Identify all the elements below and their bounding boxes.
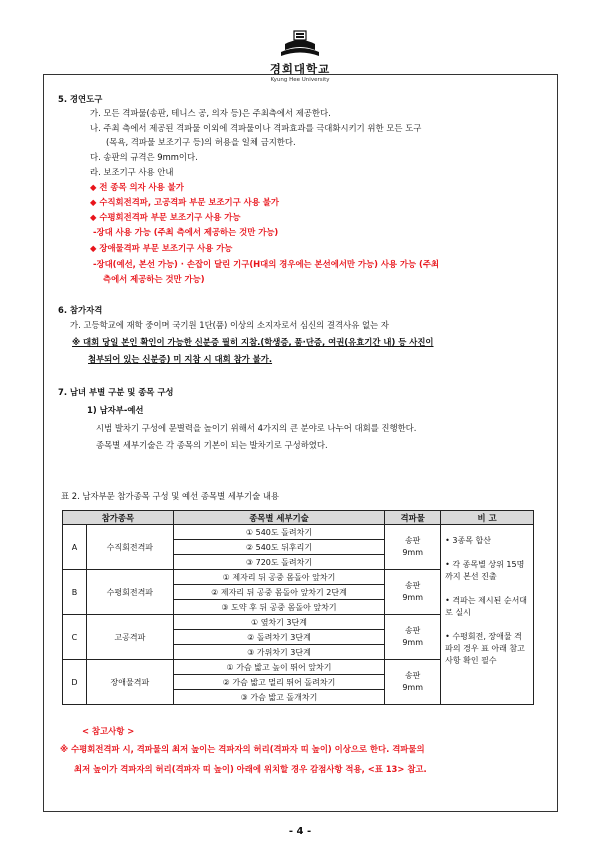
section6-item-ga: 가. 고등학교에 재학 중이며 국기원 1단(품) 이상의 소지자로서 심신의 결격사유 없는 자 bbox=[70, 320, 389, 330]
section5-item-ra: 라. 보조기구 사용 안내 bbox=[90, 167, 174, 177]
section7-paragraph-1: 시범 발차기 구성에 문별력을 높이기 위해서 4가지의 큰 분야로 나누어 대회를 진행한다. bbox=[96, 423, 417, 433]
header-material: 격파물 bbox=[385, 511, 441, 525]
university-emblem-icon bbox=[277, 30, 323, 60]
aid-rule-4-detail-line2: 측에서 제공하는 것만 가능) bbox=[103, 274, 205, 284]
page-number: - 4 - bbox=[288, 826, 312, 837]
section5-item-da: 다. 송판의 규격은 9mm이다. bbox=[90, 152, 198, 162]
table-header-row bbox=[63, 511, 534, 525]
section6-title: 6. 참가자격 bbox=[58, 305, 103, 315]
header-remarks: 비 고 bbox=[441, 511, 534, 525]
aid-rule-4-detail-line1: -장대(예선, 본선 가능) · 손잡이 달린 기구(H대의 경우에는 본선에서만 가능) 사용 가능 (주최 bbox=[93, 259, 440, 269]
event-code: B bbox=[63, 570, 87, 615]
technique-cell: ③ 가위차기 3단계 bbox=[173, 645, 384, 660]
technique-cell: ② 가슴 밟고 멀리 뛰어 돌려차기 bbox=[173, 675, 384, 690]
event-name: 고공격파 bbox=[86, 615, 173, 660]
technique-cell: ② 돌려차기 3단계 bbox=[173, 630, 384, 645]
technique-cell: ① 옆차기 3단계 bbox=[173, 615, 384, 630]
event-name: 장애물격파 bbox=[86, 660, 173, 705]
technique-cell: ② 540도 뒤후리기 bbox=[173, 540, 384, 555]
event-code: D bbox=[63, 660, 87, 705]
technique-cell: ① 540도 돌려차기 bbox=[173, 525, 384, 540]
section7-title: 7. 남녀 부별 구분 및 종목 구성 bbox=[58, 387, 174, 397]
reference-line1: ※ 수평회전격파 시, 격파물의 최저 높이는 격파자의 허리(격파자 띠 높이) 이상으로 한다. 격파물의 bbox=[60, 744, 425, 754]
material-cell: 송판 9mm bbox=[385, 615, 441, 660]
event-name: 수평회전격파 bbox=[86, 570, 173, 615]
logo-english-name: Kyung Hee University bbox=[270, 77, 330, 83]
event-code: C bbox=[63, 615, 87, 660]
reference-title: < 참고사항 > bbox=[82, 726, 135, 736]
aid-rule-3-detail: -장대 사용 가능 (주최 측에서 제공하는 것만 가능) bbox=[93, 227, 279, 237]
technique-cell: ① 제자리 뒤 공중 몸돌아 앞차기 bbox=[173, 570, 384, 585]
header-technique: 종목별 세부기술 bbox=[173, 511, 384, 525]
table-caption: 표 2. 남자부문 참가종목 구성 및 예선 종목별 세부기술 내용 bbox=[61, 491, 280, 501]
aid-rule-3: ◆ 수평회전격파 부문 보조기구 사용 가능 bbox=[90, 212, 241, 222]
remark-4: • 수평회전, 장애물 격파의 경우 표 아래 참고사항 확인 필수 bbox=[445, 632, 525, 665]
table-row bbox=[63, 525, 534, 540]
technique-cell: ③ 가슴 밟고 돌개차기 bbox=[173, 690, 384, 705]
remarks-cell bbox=[441, 525, 534, 705]
aid-rule-4: ◆ 장애물격파 부문 보조기구 사용 가능 bbox=[90, 243, 233, 253]
technique-cell: ① 가슴 밟고 높이 뛰어 앞차기 bbox=[173, 660, 384, 675]
remark-1: • 3종목 합산 bbox=[445, 536, 491, 545]
section5-item-na-line2: (목욕, 격파물 보조기구 등)의 허용을 일체 금지한다. bbox=[106, 137, 296, 147]
event-name: 수직회전격파 bbox=[86, 525, 173, 570]
section7-paragraph-2: 종목별 세부기술은 각 종목의 기본이 되는 발차기로 구성하였다. bbox=[96, 440, 328, 450]
aid-rule-2: ◆ 수직회전격파, 고공격파 부문 보조기구 사용 불가 bbox=[90, 197, 279, 207]
remark-3: • 격파는 제시된 순서대로 실시 bbox=[445, 596, 528, 617]
header-event: 참가종목 bbox=[63, 511, 174, 525]
section5-title: 5. 경연도구 bbox=[58, 94, 103, 104]
material-cell: 송판 9mm bbox=[385, 570, 441, 615]
id-notice-line1: ※ 대회 당일 본인 확인이 가능한 신분증 필히 지참.(학생증, 품·단증, 여권(유효기간 내) 등 사진이 bbox=[72, 337, 434, 347]
id-notice-line2: 첨부되어 있는 신분증) 미 지참 시 대회 참가 불가. bbox=[88, 354, 273, 364]
technique-cell: ③ 720도 돌려차기 bbox=[173, 555, 384, 570]
aid-rule-1: ◆ 전 종목 의자 사용 불가 bbox=[90, 182, 184, 192]
material-cell: 송판 9mm bbox=[385, 525, 441, 570]
section7-subtitle: 1) 남자부-예선 bbox=[87, 405, 144, 415]
technique-cell: ③ 도약 후 뒤 공중 몸돌아 앞차기 bbox=[173, 600, 384, 615]
reference-line2: 최저 높이가 격파자의 허리(격파자 띠 높이) 아래에 위치할 경우 감점사항 적용, <표 13> 참고. bbox=[74, 764, 427, 774]
material-cell: 송판 9mm bbox=[385, 660, 441, 705]
event-table bbox=[62, 510, 534, 705]
logo-name: 경희대학교 bbox=[269, 62, 331, 76]
event-code: A bbox=[63, 525, 87, 570]
remark-2: • 각 종목별 상위 15명까지 본선 진출 bbox=[445, 560, 525, 581]
section5-item-na-line1: 나. 주최 측에서 제공된 격파물 이외에 격파물이나 격파효과를 극대화시키기 위한 모든 도구 bbox=[90, 123, 422, 133]
technique-cell: ② 제자리 뒤 공중 몸돌아 앞차기 2단계 bbox=[173, 585, 384, 600]
section5-item-ga: 가. 모든 격파물(송판, 테니스 공, 의자 등)은 주최측에서 제공한다. bbox=[90, 108, 331, 118]
